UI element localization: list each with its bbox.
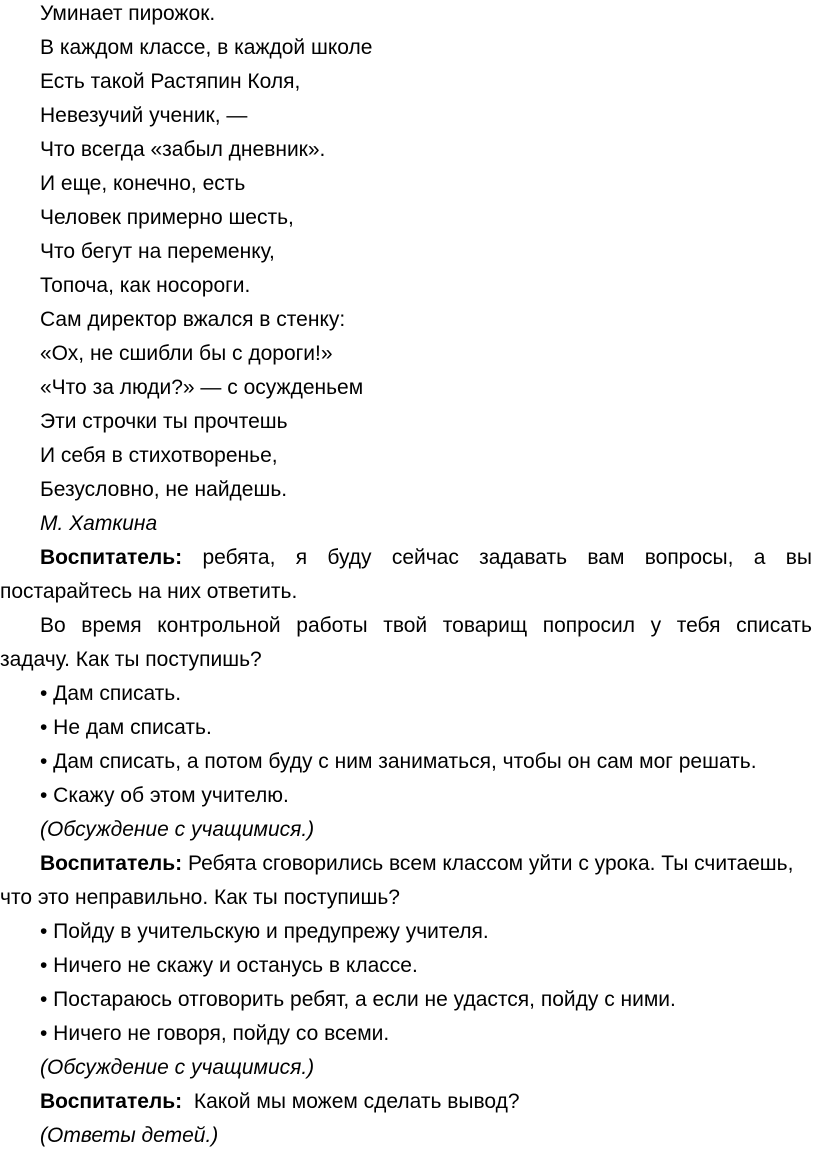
- list-item: • Дам списать.: [40, 682, 182, 705]
- speaker-label: Воспитатель:: [40, 546, 183, 569]
- speaker-label: Воспитатель:: [40, 1090, 183, 1113]
- paragraph-intro: [0, 541, 816, 609]
- poem-line: Человек примерно шесть,: [40, 206, 294, 229]
- discussion-note: (Обсуждение с учащимися.): [40, 818, 315, 841]
- poem-author: М. Хаткина: [40, 512, 158, 535]
- poem-line: «Что за люди?» — с осужденьем: [40, 376, 364, 399]
- poem-line: Сам директор вжался в стенку:: [40, 308, 346, 331]
- paragraph-line: что это неправильно. Как ты поступишь?: [0, 886, 400, 909]
- paragraph-question-2: [0, 847, 816, 915]
- paragraph-text: Какой мы можем сделать вывод?: [182, 1090, 520, 1113]
- poem-line: Безусловно, не найдешь.: [40, 478, 288, 501]
- poem-line: «Ох, не сшибли бы с дороги!»: [40, 342, 333, 365]
- poem-line: Невезучий ученик, —: [40, 104, 248, 127]
- paragraph-text: Ребята сговорились всем классом уйти с урока. Ты считаешь,: [182, 852, 794, 875]
- poem-line: В каждом классе, в каждой школе: [40, 36, 373, 59]
- paragraph-line: постарайтесь на них ответить.: [0, 580, 298, 603]
- paragraph-line: Во время контрольной работы твой товарищ попросил у тебя списать: [40, 614, 812, 637]
- speaker-label: Воспитатель:: [40, 852, 183, 875]
- paragraph-text: ребята, я буду сейчас задавать вам вопросы, а вы: [182, 546, 812, 569]
- poem-line: Есть такой Растяпин Коля,: [40, 70, 301, 93]
- poem-line: Топоча, как носороги.: [40, 274, 251, 297]
- poem-line: Что всегда «забыл дневник».: [40, 138, 326, 161]
- poem-line: Эти строчки ты прочтешь: [40, 410, 288, 433]
- list-item: • Ничего не скажу и останусь в классе.: [40, 954, 418, 977]
- poem: [0, 0, 816, 541]
- list-item: • Постараюсь отговорить ребят, а если не удастся, пойду с ними.: [40, 988, 676, 1011]
- discussion-note: (Обсуждение с учащимися.): [40, 1056, 315, 1079]
- options-list-1: [0, 677, 816, 813]
- paragraph-line: [0, 541, 816, 575]
- poem-line: Что бегут на переменку,: [40, 240, 275, 263]
- list-item: • Не дам списать.: [40, 716, 212, 739]
- options-list-2: [0, 915, 816, 1051]
- paragraph-question-1: [0, 609, 816, 677]
- paragraph-line: [0, 847, 816, 881]
- poem-line: И себя в стихотворенье,: [40, 444, 278, 467]
- list-item: • Ничего не говоря, пойду со всеми.: [40, 1022, 390, 1045]
- list-item: • Скажу об этом учителю.: [40, 784, 289, 807]
- answers-note: (Ответы детей.): [40, 1124, 219, 1147]
- list-item: • Дам списать, а потом буду с ним заниматься, чтобы он сам мог решать.: [40, 750, 757, 773]
- poem-line: Уминает пирожок.: [40, 2, 216, 25]
- paragraph-conclusion: [0, 1085, 816, 1119]
- list-item: • Пойду в учительскую и предупрежу учителя.: [40, 920, 489, 943]
- poem-line: И еще, конечно, есть: [40, 172, 246, 195]
- paragraph-line: задачу. Как ты поступишь?: [0, 648, 262, 671]
